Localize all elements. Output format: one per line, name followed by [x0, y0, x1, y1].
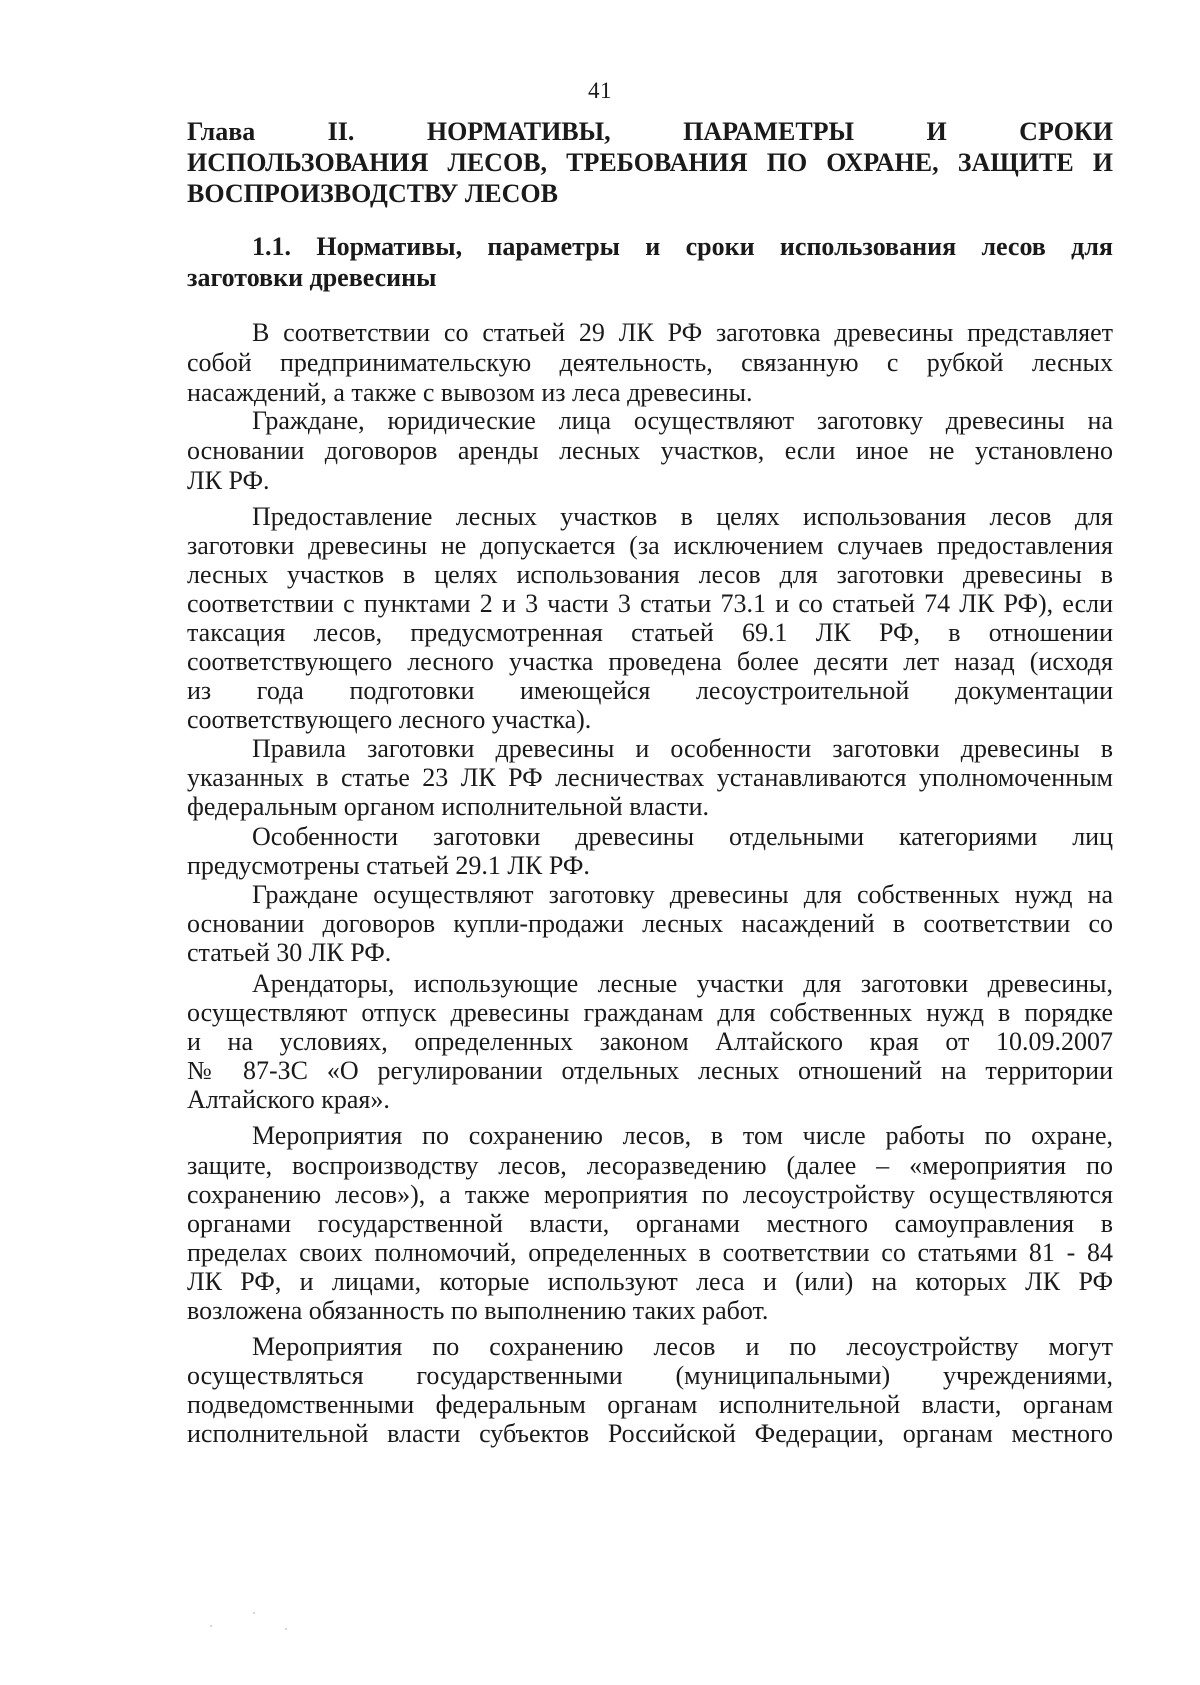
text-line: таксация лесов, предусмотренная статьей 69.1 ЛК РФ, в отношении [187, 618, 1113, 647]
text-line: указанных в статье 23 ЛК РФ лесничествах устанавливаются уполномоченным [187, 763, 1113, 792]
chapter-heading-line: ИСПОЛЬЗОВАНИЯ ЛЕСОВ, ТРЕБОВАНИЯ ПО ОХРАНЕ, ЗАЩИТЕ И [187, 148, 1113, 177]
text-line: насаждений, а также с вывозом из леса древесины. [187, 378, 753, 407]
text-line: федеральным органом исполнительной власти. [187, 792, 709, 821]
scan-speck [210, 1625, 212, 1627]
text-line: основании договоров аренды лесных участков, если иное не установлено [187, 436, 1113, 465]
scan-speck [285, 1628, 287, 1630]
text-line: заготовки древесины не допускается (за исключением случаев предоставления [187, 531, 1113, 560]
section-heading-line: заготовки древесины [187, 263, 437, 292]
text-line: осуществляют отпуск древесины гражданам для собственных нужд в порядке [187, 998, 1113, 1027]
text-line: В соответствии со статьей 29 ЛК РФ заготовка древесины представляет [252, 318, 1113, 347]
text-line: пределах своих полномочий, определенных в соответствии со статьями 81 - 84 [187, 1238, 1113, 1267]
text-line: Правила заготовки древесины и особенности заготовки древесины в [252, 734, 1113, 763]
text-line: Особенности заготовки древесины отдельными категориями лиц [252, 822, 1113, 851]
text-line: Предоставление лесных участков в целях использования лесов для [252, 502, 1113, 531]
text-line: возложена обязанность по выполнению таких работ. [187, 1296, 769, 1325]
text-line: соответствующего лесного участка проведена более десяти лет назад (исходя [187, 647, 1113, 676]
text-line: соответствующего лесного участка). [187, 705, 592, 734]
text-line: статьей 30 ЛК РФ. [187, 938, 392, 967]
text-line: Мероприятия по сохранению лесов и по лесоустройству могут [252, 1332, 1113, 1361]
chapter-heading-line: Глава II. НОРМАТИВЫ, ПАРАМЕТРЫ И СРОКИ [187, 117, 1113, 146]
text-line: ЛК РФ, и лицами, которые используют леса и (или) на которых ЛК РФ [187, 1267, 1113, 1296]
text-line: Граждане, юридические лица осуществляют заготовку древесины на [252, 406, 1113, 435]
text-line: предусмотрены статьей 29.1 ЛК РФ. [187, 851, 590, 880]
text-line: лесных участков в целях использования лесов для заготовки древесины в [187, 560, 1113, 589]
text-line: осуществляться государственными (муниципальными) учреждениями, [187, 1361, 1113, 1390]
scan-speck [253, 1612, 255, 1614]
text-line: подведомственными федеральным органам исполнительной власти, органам [187, 1390, 1113, 1419]
section-heading-line: 1.1. Нормативы, параметры и сроки использования лесов для [252, 232, 1113, 261]
text-line: Мероприятия по сохранению лесов, в том числе работы по охране, [252, 1121, 1113, 1150]
page-number: 41 [588, 78, 612, 103]
text-line: защите, воспроизводству лесов, лесоразведению (далее – «мероприятия по [187, 1151, 1113, 1180]
text-line: Арендаторы, использующие лесные участки для заготовки древесины, [252, 969, 1113, 998]
text-line: основании договоров купли-продажи лесных насаждений в соответствии со [187, 909, 1113, 938]
text-line: сохранению лесов»), а также мероприятия по лесоустройству осуществляются [187, 1180, 1113, 1209]
text-line: Алтайского края». [187, 1085, 390, 1114]
text-line: № 87-ЗС «О регулировании отдельных лесных отношений на территории [187, 1056, 1113, 1085]
text-line: Граждане осуществляют заготовку древесины для собственных нужд на [252, 880, 1113, 909]
text-line: из года подготовки имеющейся лесоустроительной документации [187, 676, 1113, 705]
text-line: ЛК РФ. [187, 466, 270, 495]
text-line: исполнительной власти субъектов Российской Федерации, органам местного [187, 1419, 1113, 1448]
text-line: органами государственной власти, органами местного самоуправления в [187, 1209, 1113, 1238]
text-line: и на условиях, определенных законом Алтайского края от 10.09.2007 [187, 1027, 1113, 1056]
text-line: соответствии с пунктами 2 и 3 части 3 статьи 73.1 и со статьей 74 ЛК РФ), если [187, 589, 1113, 618]
text-line: собой предпринимательскую деятельность, связанную с рубкой лесных [187, 348, 1113, 377]
chapter-heading-line: ВОСПРОИЗВОДСТВУ ЛЕСОВ [187, 179, 558, 208]
